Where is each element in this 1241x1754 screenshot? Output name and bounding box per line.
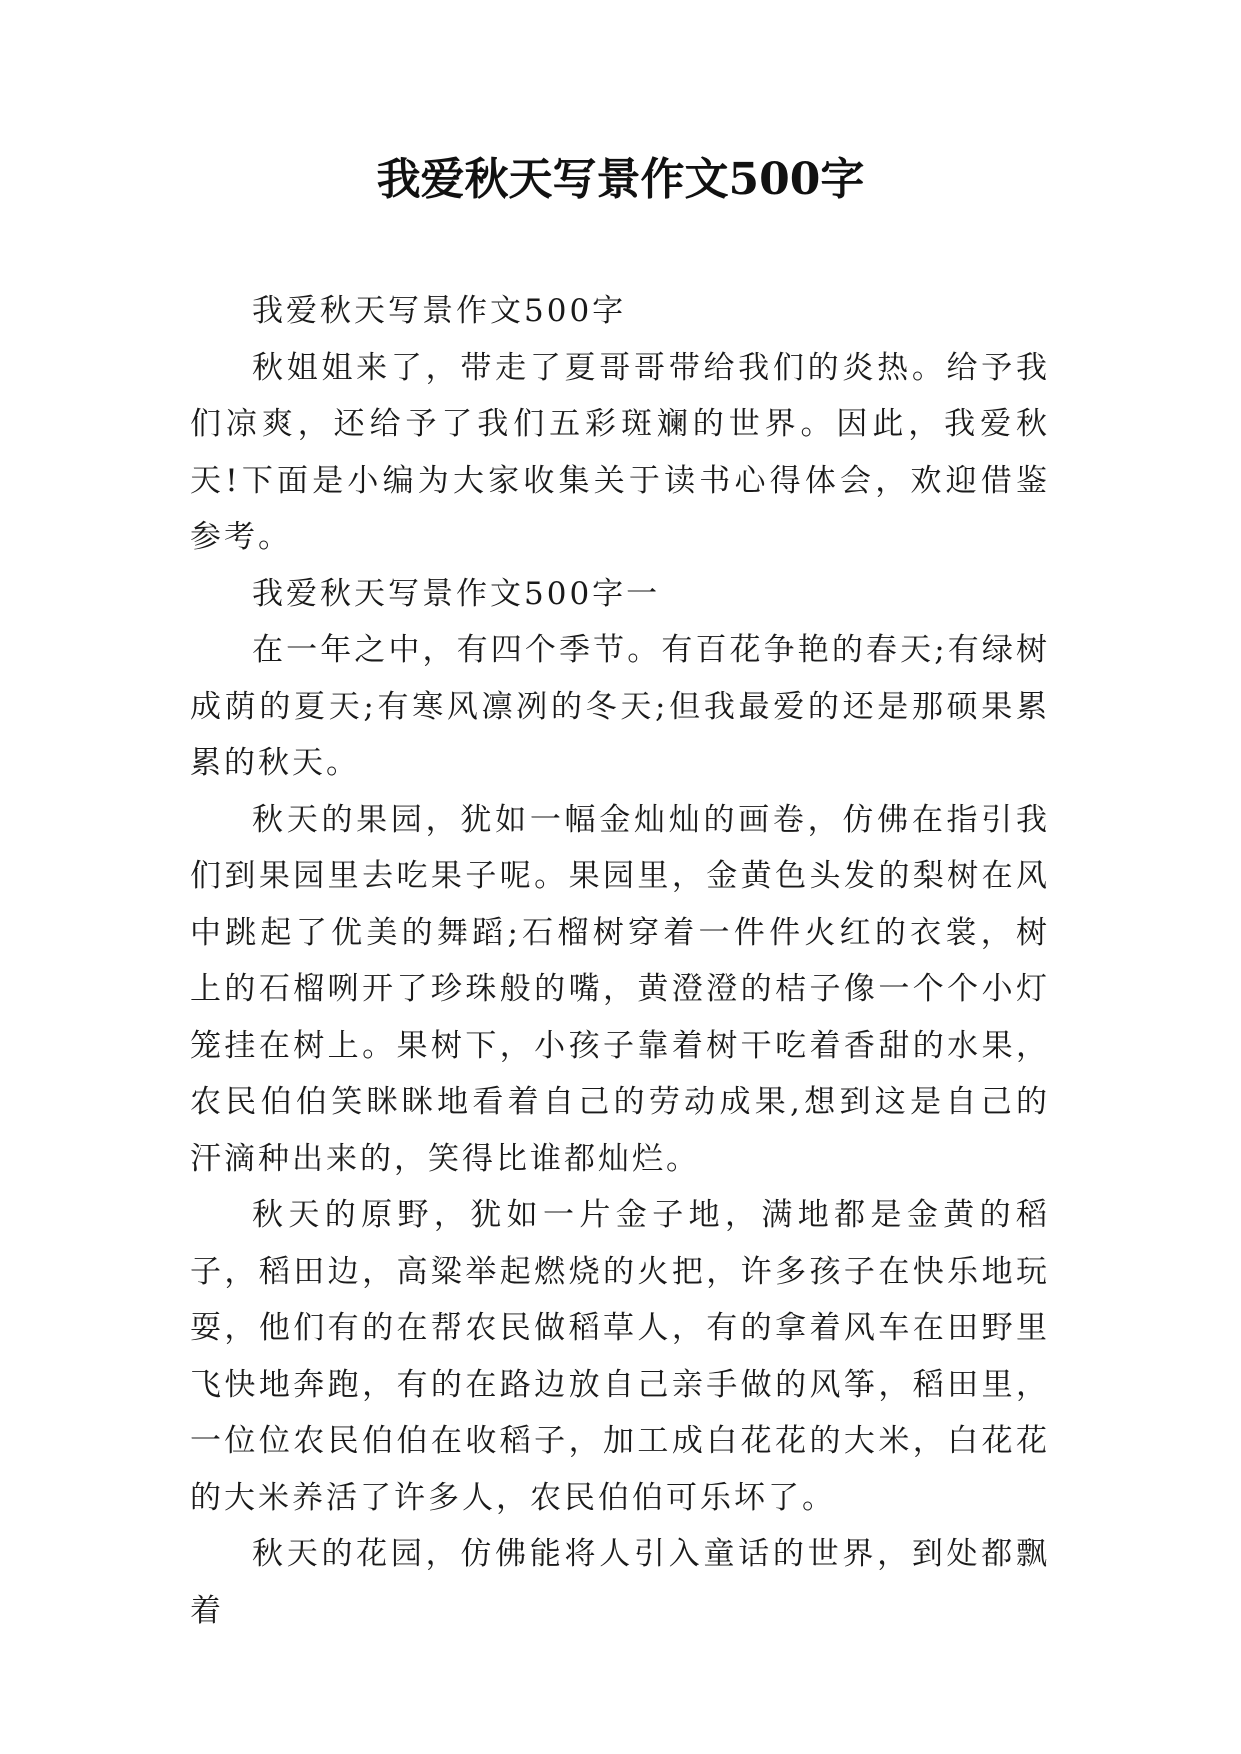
document-title: 我爱秋天写景作文500字	[376, 154, 865, 205]
paragraph: 秋姐姐来了，带走了夏哥哥带给我们的炎热。给予我们凉爽，还给予了我们五彩斑斓的世界。因此，我爱秋天!下面是小编为大家收集关于读书心得体会，欢迎借鉴参考。	[190, 349, 1050, 555]
paragraph: 我爱秋天写景作文500字一	[252, 575, 661, 612]
paragraph: 秋天的花园，仿佛能将人引入童话的世界，到处都飘着	[190, 1536, 1050, 1629]
paragraph: 秋天的果园，犹如一幅金灿灿的画卷，仿佛在指引我们到果园里去吃果子呢。果园里，金黄色头发的梨树在风中跳起了优美的舞蹈;石榴树穿着一件件火红的衣裳，树上的石榴咧开了珍珠般的嘴，黄澄澄的桔子像一个个小灯笼挂在树上。果树下，小孩子靠着树干吃着香甜的水果，农民伯伯笑眯眯地看着自己的劳动成果,想到这是自己的汗滴种出来的，笑得比谁都灿烂。	[190, 801, 1050, 1177]
paragraph: 在一年之中，有四个季节。有百花争艳的春天;有绿树成荫的夏天;有寒风凛冽的冬天;但我最爱的还是那硕果累累的秋天。	[190, 632, 1050, 781]
paragraph: 秋天的原野，犹如一片金子地，满地都是金黄的稻子，稻田边，高粱举起燃烧的火把，许多孩子在快乐地玩耍，他们有的在帮农民做稻草人，有的拿着风车在田野里飞快地奔跑，有的在路边放自己亲手做的风筝，稻田里，一位位农民伯伯在收稻子，加工成白花花的大米，白花花的大米养活了许多人，农民伯伯可乐坏了。	[190, 1197, 1050, 1516]
paragraph: 我爱秋天写景作文500字	[252, 293, 627, 329]
document-body	[190, 283, 1050, 1639]
